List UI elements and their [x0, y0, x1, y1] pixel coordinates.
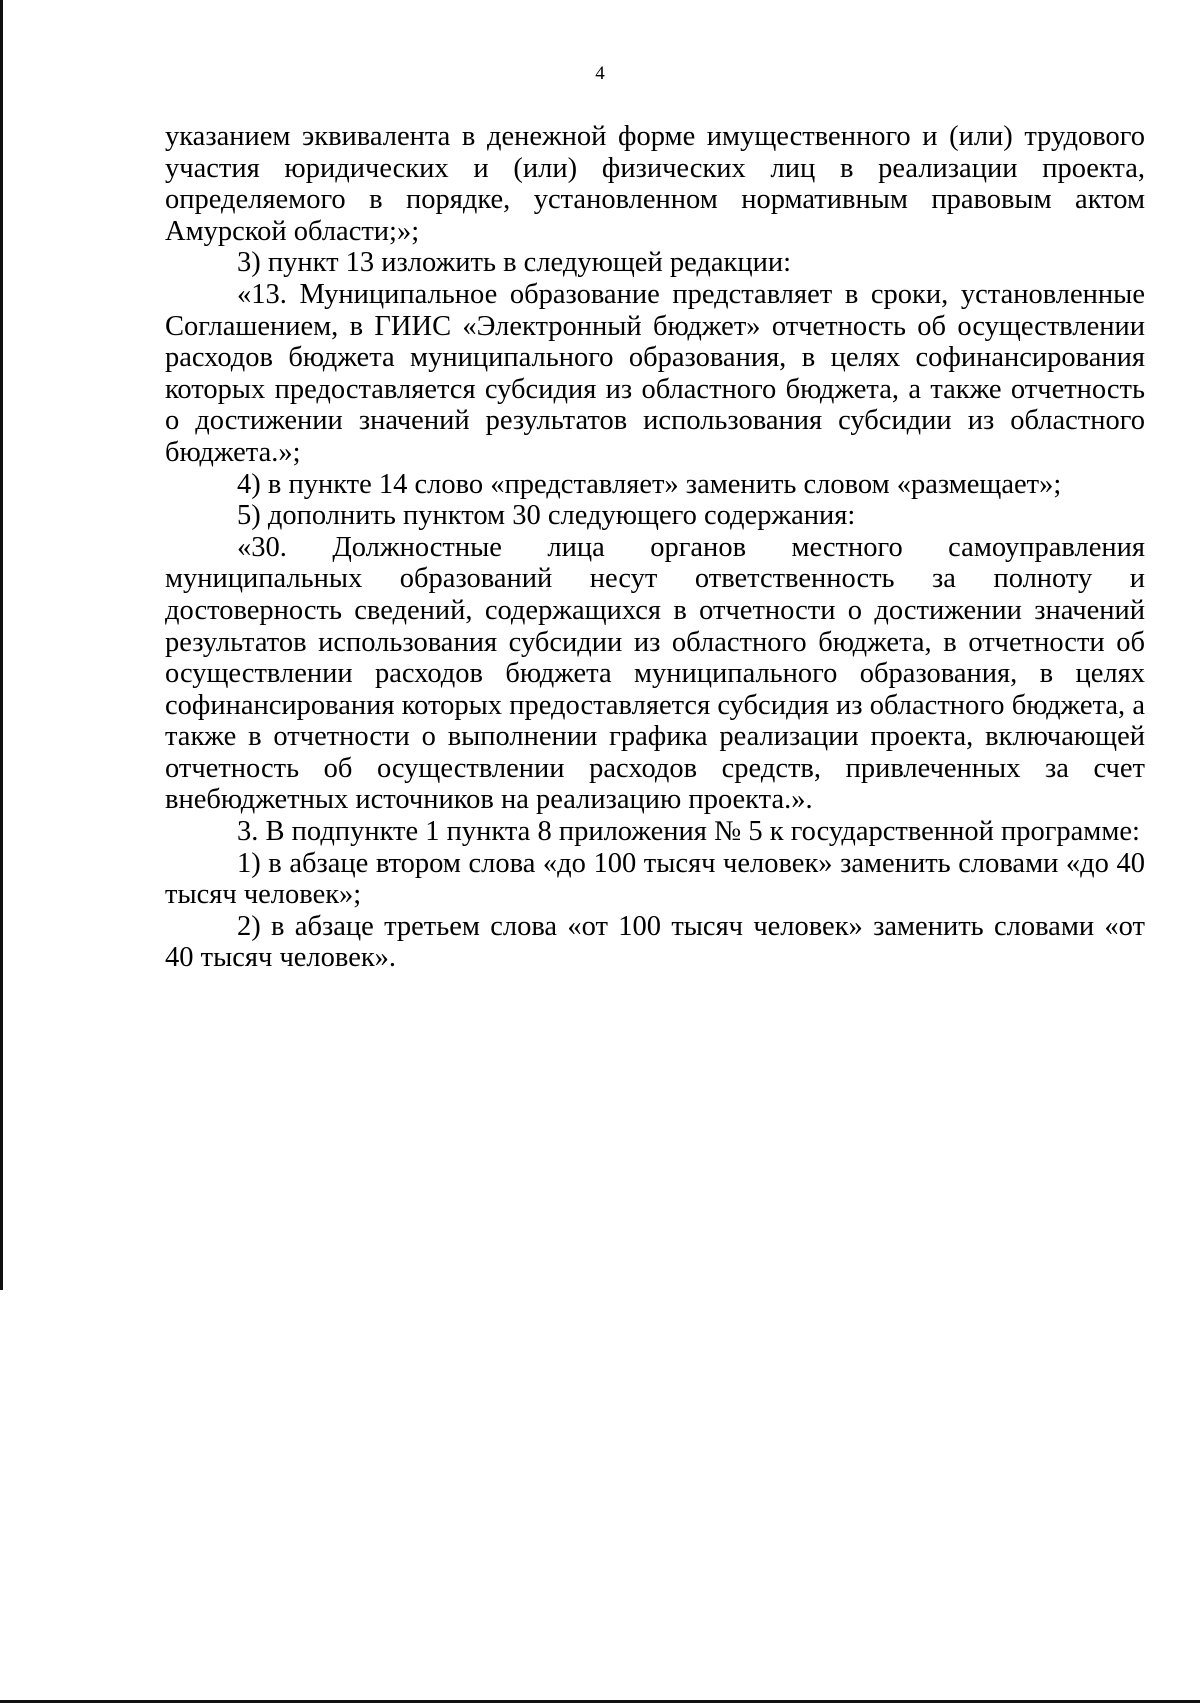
paragraph-item-4: 4) в пункте 14 слово «представляет» заменить словом «размещает»;: [237, 468, 1062, 500]
paragraph-item-5: 5) дополнить пунктом 30 следующего содержания:: [237, 500, 856, 532]
scan-bottom-edge-line: [0, 1700, 1200, 1703]
document-body: [165, 121, 1145, 974]
scan-left-edge-line: [0, 0, 3, 1290]
paragraph-section-3: 3. В подпункте 1 пункта 8 приложения № 5 к государственной программе:: [237, 816, 1140, 848]
paragraph-subitem-2: 2) в абзаце третьем слова «от 100 тысяч человек» заменить словами «от 40 тысяч человек».: [165, 910, 1145, 974]
paragraph-clause-13: «13. Муниципальное образование представляет в сроки, установленные Соглашением, в ГИИС «Электронный бюджет» отчетность об осуществлении расходов бюджета муниципального образования, в целях софинансирования которых предоставляется субсидия из областного бюджета, а также отчетность о достижении значений результатов использования субсидии из областного бюджета.»;: [165, 278, 1145, 468]
page-number: 4: [595, 63, 605, 84]
paragraph-continuation: указанием эквивалента в денежной форме имущественного и (или) трудового участия юридических и (или) физических лиц в реализации проекта, определяемого в порядке, установленном нормативным правовым актом Амурской области;»;: [165, 121, 1145, 247]
paragraph-clause-30: «30. Должностные лица органов местного самоуправления муниципальных образований несут ответственность за полноту и достоверность сведений, содержащихся в отчетности о достижении значений результатов использования субсидии из областного бюджета, в отчетности об осуществлении расходов бюджета муниципального образования, в целях софинансирования которых предоставляется субсидия из областного бюджета, а также в отчетности о выполнении графика реализации проекта, включающей отчетность об осуществлении расходов средств, привлеченных за счет внебюджетных источников на реализацию проекта.».: [165, 531, 1145, 816]
paragraph-item-3: 3) пункт 13 изложить в следующей редакции:: [237, 247, 792, 279]
paragraph-subitem-1: 1) в абзаце втором слова «до 100 тысяч человек» заменить словами «до 40 тысяч человек»;: [165, 847, 1145, 911]
